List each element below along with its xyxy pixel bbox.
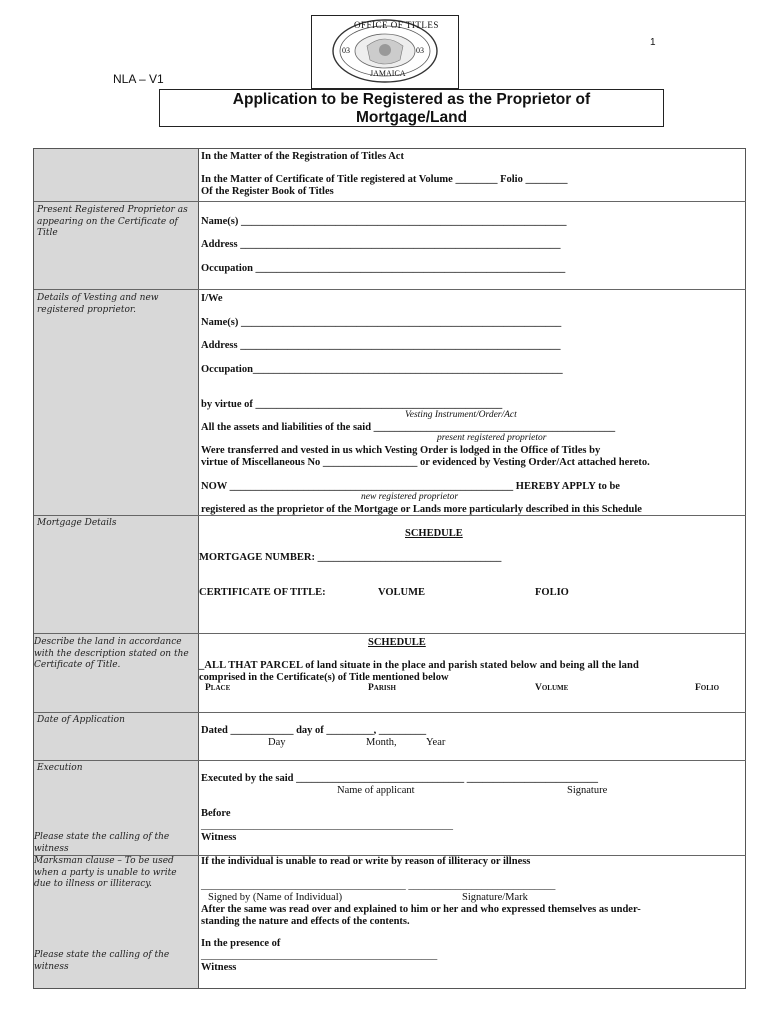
seal-number-left: 03	[342, 46, 350, 55]
vesting-misc[interactable]: virtue of Miscellaneous No __________________ or evidenced by Vesting Order/Act attached hereto.	[201, 457, 650, 468]
vesting-virtue-caption: Vesting Instrument/Order/Act	[405, 410, 517, 420]
execution-executed[interactable]: Executed by the said ________________________________ _________________________	[201, 773, 598, 784]
row-divider	[34, 633, 746, 634]
row-divider	[34, 289, 746, 290]
vesting-registered: registered as the proprietor of the Mortgage or Lands more particularly described in this Schedule	[201, 504, 642, 515]
land-place-column: Place	[205, 683, 231, 693]
form-title-line2: Mortgage/Land	[355, 109, 468, 126]
seal-text-top: OFFICE OF TITLES	[354, 20, 439, 30]
matter-registration-act: In the Matter of the Registration of Titles Act	[201, 151, 404, 162]
vesting-occupation[interactable]: Occupation___________________________________________________________	[201, 364, 563, 375]
marksman-witness: Witness	[201, 962, 237, 973]
marksman-calling-note: Please state the calling of the witness	[34, 950, 170, 972]
matter-register-book: Of the Register Book of Titles	[201, 186, 334, 197]
marksman-label: Marksman clause – To be used when a party is unable to write due to illness or illiteracy.	[34, 856, 177, 889]
date-day-caption: Day	[268, 737, 286, 748]
mortgage-certificate: CERTIFICATE OF TITLE:	[199, 587, 326, 598]
execution-witness: Witness	[201, 832, 237, 843]
date-dated[interactable]: Dated ____________ day of _________, _________	[201, 725, 427, 736]
matter-certificate[interactable]: In the Matter of Certificate of Title registered at Volume ________ Folio ________	[201, 174, 568, 185]
date-application-label: Date of Application	[37, 715, 125, 725]
execution-before: Before	[201, 808, 231, 819]
vesting-now-caption: new registered proprietor	[361, 492, 459, 502]
column-divider	[198, 149, 199, 988]
marksman-signature-lines[interactable]: _______________________________________ ____________________________	[201, 880, 556, 891]
present-proprietor-label: Present Registered Proprietor as appearing on the Certificate of Title	[37, 205, 188, 238]
mortgage-schedule-heading: SCHEDULE	[405, 528, 463, 539]
vesting-iwe: I/We	[201, 293, 223, 304]
mortgage-number[interactable]: MORTGAGE NUMBER: ___________________________________	[199, 552, 502, 563]
date-month-caption: Month,	[366, 737, 397, 748]
present-proprietor-names[interactable]: Name(s) ______________________________________________________________	[201, 216, 567, 227]
land-label: Describe the land in accordance with the description stated on the Certificate of Title.	[34, 637, 189, 670]
marksman-presence: In the presence of	[201, 938, 281, 949]
marksman-witness-line[interactable]: _____________________________________________	[201, 950, 438, 961]
execution-label: Execution	[37, 763, 83, 773]
execution-witness-line[interactable]: ________________________________________________	[201, 820, 453, 831]
row-divider	[34, 760, 746, 761]
vesting-assets-caption: present registered proprietor	[437, 433, 547, 443]
row-divider	[34, 712, 746, 713]
land-parcel-line1: _ALL THAT PARCEL of land situate in the place and parish stated below and being all the land	[199, 660, 639, 671]
vesting-transferred: Were transferred and vested in us which Vesting Order is lodged in the Office of Titles by	[201, 445, 601, 456]
marksman-after-line2: standing the nature and effects of the contents.	[201, 916, 410, 927]
land-schedule-heading: SCHEDULE	[368, 637, 426, 648]
form-title-line1: Application to be Registered as the Proprietor of	[232, 91, 591, 108]
mortgage-volume[interactable]: VOLUME	[378, 587, 426, 598]
seal-text-bottom: JAMAICA	[370, 69, 406, 78]
vesting-now[interactable]: NOW ______________________________________________________ HEREBY APPLY to be	[201, 481, 620, 492]
mortgage-folio[interactable]: FOLIO	[535, 587, 569, 598]
marksman-signed-by-caption: Signed by (Name of Individual)	[208, 892, 343, 903]
date-year-caption: Year	[426, 737, 446, 748]
marksman-text: If the individual is unable to read or write by reason of illiteracy or illness	[201, 856, 531, 867]
vesting-virtue[interactable]: by virtue of _______________________________________________	[201, 399, 503, 410]
vesting-names[interactable]: Name(s) _____________________________________________________________	[201, 317, 562, 328]
present-proprietor-address[interactable]: Address _____________________________________________________________	[201, 239, 561, 250]
seal-number-right: 03	[416, 46, 424, 55]
mortgage-label: Mortgage Details	[37, 518, 117, 528]
execution-calling-note: Please state the calling of the witness	[34, 832, 170, 854]
land-parish-column: Parish	[368, 683, 396, 693]
form-title	[159, 89, 664, 127]
execution-name-caption: Name of applicant	[337, 785, 415, 796]
page-number: 1	[650, 37, 656, 48]
seal-box	[311, 15, 459, 89]
present-proprietor-occupation[interactable]: Occupation ___________________________________________________________	[201, 263, 566, 274]
vesting-label: Details of Vesting and new registered proprietor.	[37, 293, 159, 315]
land-volume-column: Volume	[535, 683, 569, 693]
land-parcel-line2: comprised in the Certificate(s) of Title mentioned below	[199, 672, 449, 683]
marksman-after-line1: After the same was read over and explained to him or her and who expressed themselves as under-	[201, 904, 641, 915]
vesting-address[interactable]: Address _____________________________________________________________	[201, 340, 561, 351]
form-code: NLA – V1	[113, 72, 164, 86]
land-folio-column: Folio	[695, 683, 720, 693]
execution-signature-caption: Signature	[567, 785, 608, 796]
row-divider	[34, 201, 746, 202]
vesting-assets[interactable]: All the assets and liabilities of the said ______________________________________________	[201, 422, 616, 433]
marksman-signature-mark-caption: Signature/Mark	[462, 892, 528, 903]
